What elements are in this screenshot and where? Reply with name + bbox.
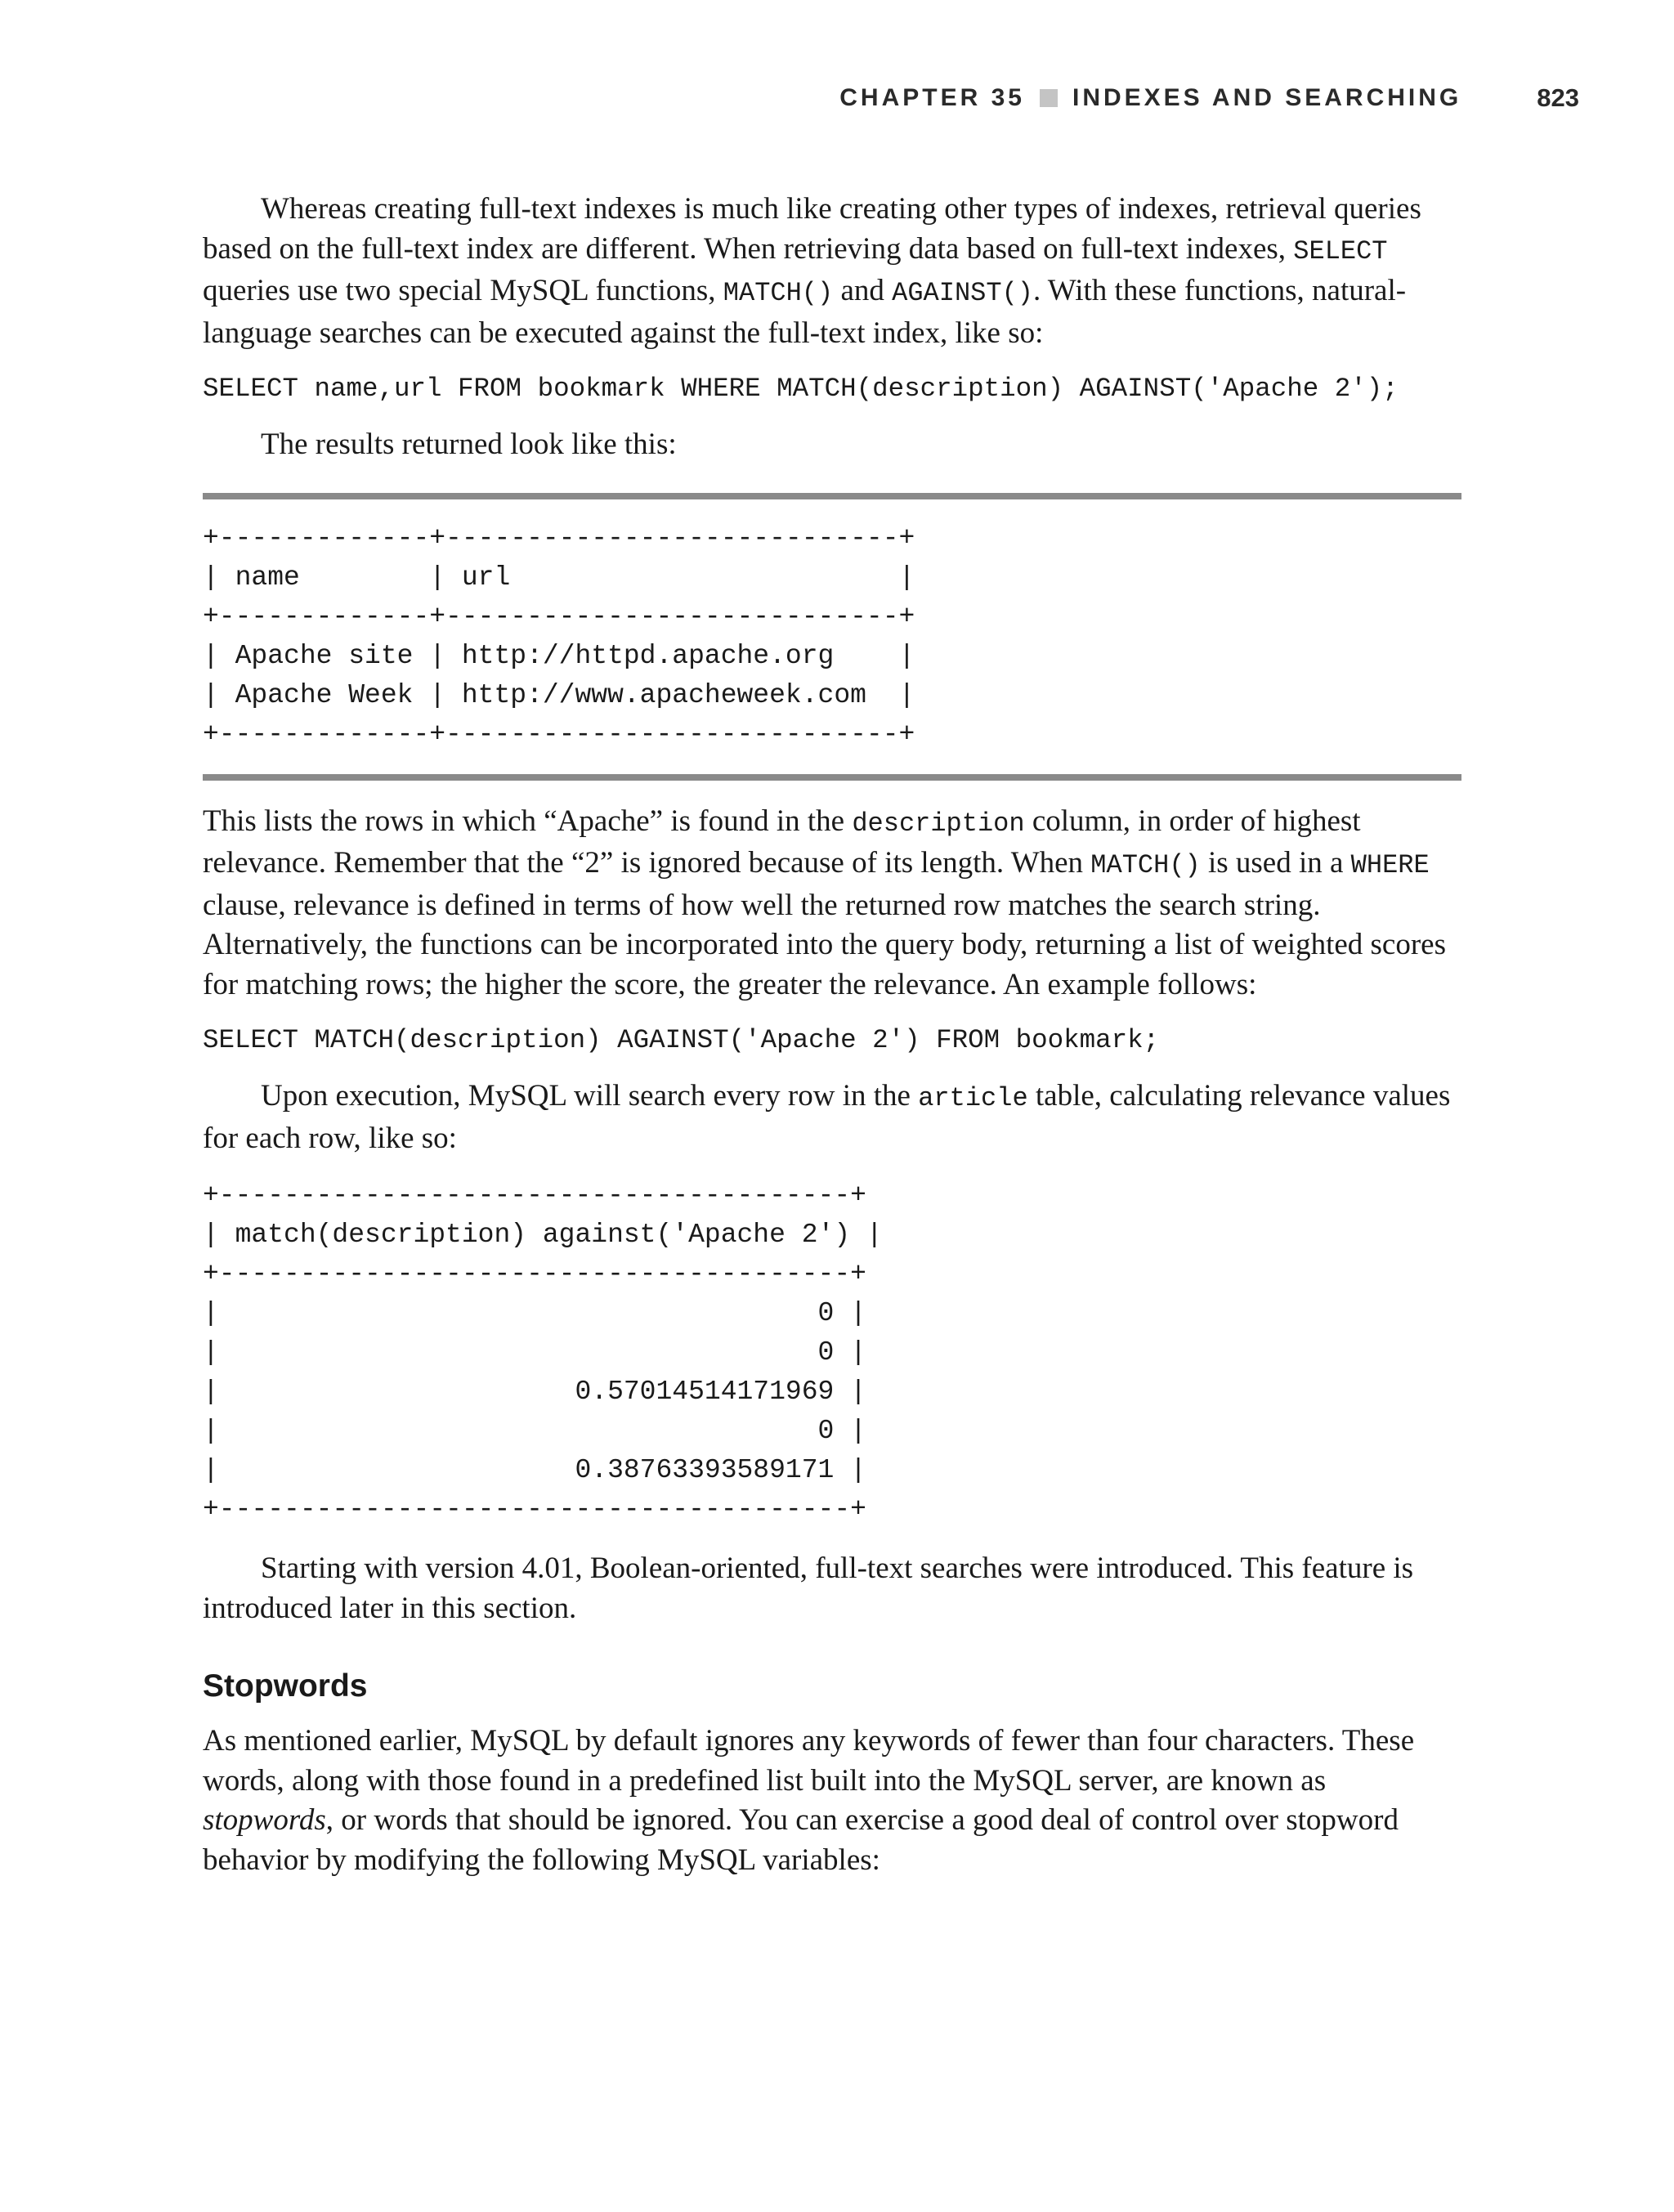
paragraph-boolean-searches: Starting with version 4.01, Boolean-oriented, full-text searches were introduced. This feature is introduced later in this section. <box>203 1552 1414 1625</box>
sql-code-select-match: SELECT name,url FROM bookmark WHERE MATCH(description) AGAINST('Apache 2'); <box>203 374 1399 404</box>
top-rule <box>203 493 1461 499</box>
text-run: Whereas creating full-text indexes is much like creating other types of indexes, retrieval queries based on the full-text index are different. When retrieving data based on full-text indexes, <box>203 192 1421 266</box>
text-run: , or words that should be ignored. You can exercise a good deal of control over stopword behavior by modifying the following MySQL variables: <box>203 1803 1399 1877</box>
page-number: 823 <box>1537 83 1579 112</box>
section-heading-stopwords: Stopwords <box>203 1668 368 1704</box>
paragraph-relevance <box>203 802 1461 1005</box>
text-run: column, in order of highest relevance. Remember that the “2” is ignored because of its length. When <box>203 804 1361 880</box>
inline-code: MATCH() <box>723 278 834 308</box>
inline-code: article <box>918 1083 1028 1113</box>
running-header <box>839 80 1579 116</box>
text-run: is used in a <box>1200 846 1351 880</box>
sql-code-select-score: SELECT MATCH(description) AGAINST('Apache 2') FROM bookmark; <box>203 1025 1160 1055</box>
inline-code: WHERE <box>1350 850 1430 880</box>
emphasis-term: stopwords <box>203 1803 326 1837</box>
text-run: Upon execution, MySQL will search every row in the <box>261 1079 919 1113</box>
chapter-label: CHAPTER 35 <box>839 84 1025 111</box>
text-run: queries use two special MySQL functions, <box>203 274 723 307</box>
inline-code: SELECT <box>1293 235 1388 266</box>
paragraph-results-intro: The results returned look like this: <box>261 428 677 461</box>
paragraph-execution <box>203 1077 1461 1158</box>
text-run: clause, relevance is defined in terms of how well the returned row matches the search string. Alternatively, the functions can be incorporated into the query body, returning a list of weighted scores for matching rows; the higher the score, the greater the relevance. An example follows: <box>203 888 1446 1001</box>
result-table-relevance: +---------------------------------------+ | match(description) against('Apache 2') | +---------------------------------------+ | 0 | | 0 | | 0.57014514171969 | | 0 | | 0.38763393589171 | +---------------------------------------+ <box>203 1180 883 1525</box>
bottom-rule <box>203 774 1461 781</box>
result-table-bookmarks: +-------------+----------------------------+ | name | url | +-------------+----------------------------+ | Apache site | http://httpd.apache.org | | Apache Week | http://www.apacheweek.com | +-------------+----------------------------+ <box>203 522 915 750</box>
inline-code: description <box>852 808 1025 839</box>
text-run: This lists the rows in which “Apache” is found in the <box>203 804 853 838</box>
paragraph-full-text-retrieval <box>203 190 1461 353</box>
section-label: INDEXES AND SEARCHING <box>1072 84 1462 111</box>
inline-code: AGAINST() <box>892 278 1033 308</box>
text-run: . With these functions, natural-language searches can be executed against the full-text index, like so: <box>203 274 1407 350</box>
text-run: and <box>833 274 893 307</box>
header-separator-square <box>1040 89 1058 107</box>
inline-code: MATCH() <box>1090 850 1201 880</box>
text-run: As mentioned earlier, MySQL by default ignores any keywords of fewer than four characters. These words, along with those found in a predefined list built into the MySQL server, are known as <box>203 1724 1415 1798</box>
text-run: table, calculating relevance values for each row, like so: <box>203 1079 1451 1155</box>
paragraph-stopwords <box>203 1722 1461 1880</box>
page-body <box>203 190 1461 1880</box>
